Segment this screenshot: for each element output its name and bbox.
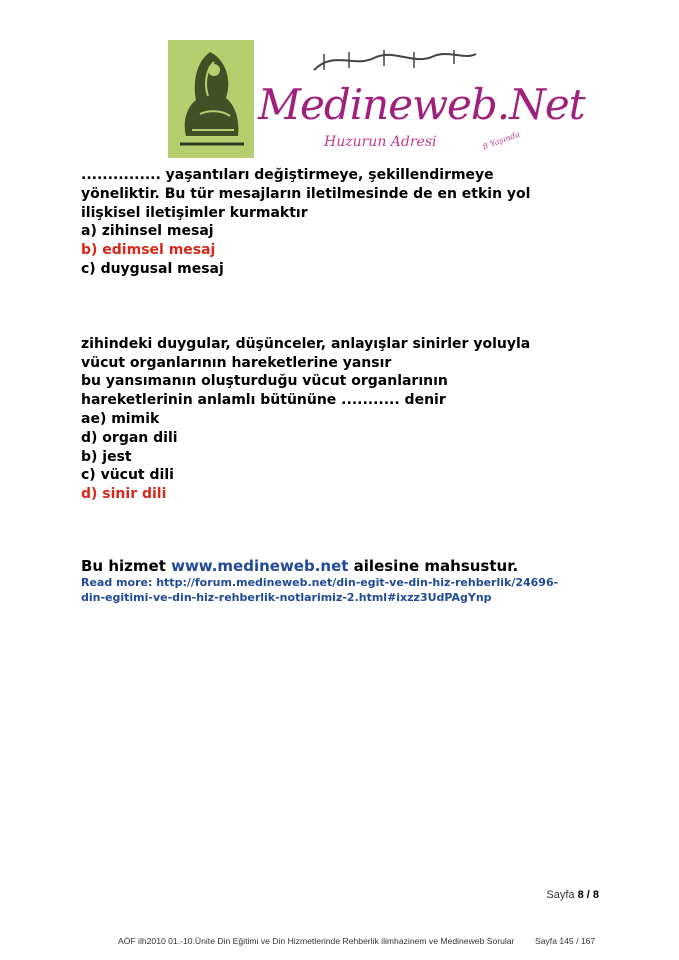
read-more (81, 576, 611, 605)
q2-line: vücut organlarının hareketlerine yansır (81, 354, 392, 371)
q2-line: zihindeki duygular, düşünceler, anlayışlar sinirler yoluyla (81, 335, 531, 352)
service-line (81, 557, 611, 576)
question-content (81, 166, 601, 504)
service-footer (81, 557, 611, 605)
q1-line: ilişkisel iletişimler kurmaktır (81, 204, 308, 221)
document-footer-page: Sayfa 145 / 167 (535, 936, 596, 946)
q1-option-b-answer: b) edimsel mesaj (81, 242, 216, 259)
read-more-label: Read more: (81, 576, 153, 589)
q2-line: hareketlerinin anlamlı bütününe ........... denir (81, 392, 446, 409)
page-sep: / (586, 889, 590, 901)
service-link[interactable]: www.medineweb.net (171, 557, 349, 575)
q2-option: b) jest (81, 448, 132, 465)
document-footer-text: AÖF ilh2010 01.-10.Ünite Din Eğitimi ve Din Hizmetlerinde Rehberlik ilimhazinem ve Medineweb Sorular (118, 936, 515, 946)
q1-line: yöneliktir. Bu tür mesajların iletilmesinde de en etkin yol (81, 185, 531, 202)
q2-option-answer: d) sinir dili (81, 486, 167, 503)
q1-option-c: c) duygusal mesaj (81, 260, 224, 277)
read-more-link-cont[interactable]: din-egitimi-ve-din-hiz-rehberlik-notlarimiz-2.html#ixzz3UdPAgYnp (81, 590, 492, 604)
arabic-calligraphy-icon (254, 40, 513, 80)
service-suffix: ailesine mahsustur. (353, 557, 519, 575)
q2-line: bu yansımanın oluşturduğu vücut organlarının (81, 373, 448, 390)
logo-text-area (254, 40, 585, 158)
page-number (546, 889, 599, 901)
q1-line: ............... yaşantıları değiştirmeye, şekillendirmeye (81, 167, 494, 183)
q2-option: d) organ dili (81, 429, 178, 446)
read-more-link[interactable]: http://forum.medineweb.net/din-egit-ve-din-hiz-rehberlik/24696- (156, 576, 559, 589)
page-total: 8 (592, 889, 599, 901)
brand-tagline: Huzurun Adresi (324, 134, 437, 150)
q2-option: c) vücut dili (81, 467, 174, 484)
calligraphy-image (168, 40, 254, 158)
q2-option: ae) mimik (81, 410, 160, 427)
q1-option-a: a) zihinsel mesaj (81, 223, 214, 240)
page-label-text: Sayfa (546, 889, 575, 901)
service-prefix: Bu hizmet (81, 557, 166, 575)
brand-age: 8 Yaşında (481, 129, 522, 152)
page-current: 8 (577, 889, 584, 901)
medineweb-logo (168, 40, 585, 158)
brand-name: Medineweb.Net (258, 80, 585, 129)
